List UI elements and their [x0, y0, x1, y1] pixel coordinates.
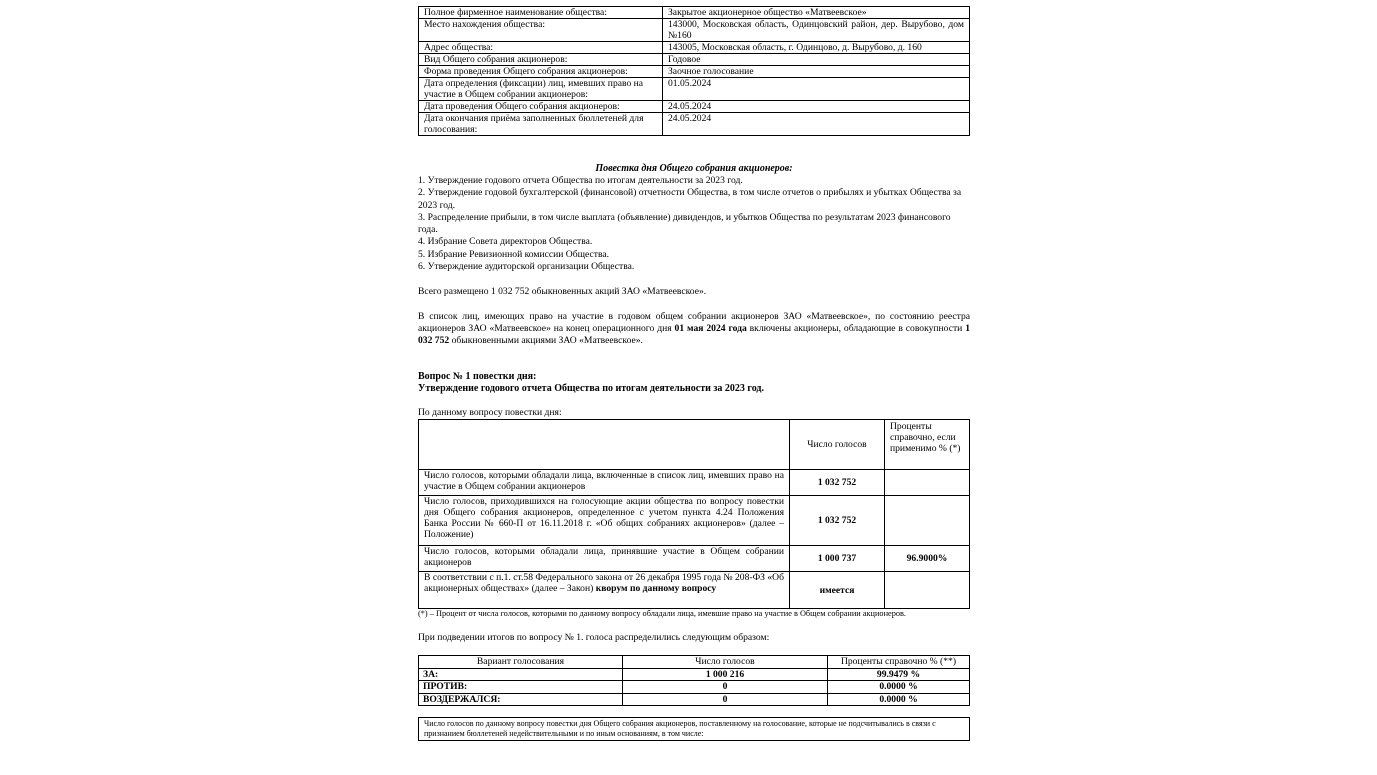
info-label: Дата определения (фиксации) лиц, имевших право на участие в Общем собрании акционеров:	[419, 78, 663, 101]
participants-text: В список лиц, имеющих право на участие в годовом общем собрании акционеров ЗАО «Матвеевское», по состоянию реестра акционеров ЗАО «Матвеевское» на конец операционного дня	[418, 311, 970, 335]
table-row	[419, 681, 970, 694]
agenda-list	[418, 175, 970, 273]
info-value: 24.05.2024	[663, 101, 970, 113]
table-row	[419, 66, 970, 78]
table-row	[419, 718, 970, 741]
table-row	[419, 113, 970, 136]
row-votes: 1 000 737	[790, 546, 885, 572]
info-label: Форма проведения Общего собрания акционеров:	[419, 66, 663, 78]
participants-text: включены акционеры, обладающие в совокупности	[746, 323, 966, 335]
table-row	[419, 54, 970, 66]
info-label: Вид Общего собрания акционеров:	[419, 54, 663, 66]
option-percent: 99.9479 %	[828, 668, 970, 681]
row-text: Число голосов, которыми обладали лица, включенные в список лиц, имевших право на участие в Общем собрании акционеров	[419, 470, 790, 496]
agenda-item: 1. Утверждение годового отчета Общества по итогам деятельности за 2023 год.	[418, 175, 743, 186]
info-label: Адрес общества:	[419, 42, 663, 54]
info-value: 24.05.2024	[663, 113, 970, 136]
row-percent	[885, 572, 970, 609]
header-empty-cell	[419, 420, 790, 470]
results-table	[418, 655, 970, 706]
header-votes: Число голосов	[623, 656, 828, 669]
option-label: ПРОТИВ:	[419, 681, 623, 694]
row-text: Число голосов, приходившихся на голосующие акции общества по вопросу повестки дня Общего собрания акционеров, определенное с учетом пункта 4.24 Положения Банка России № 660-П от 16.11.2018 г. «Об общих собраниях акционеров» (далее – Положение)	[419, 496, 790, 546]
header-votes: Число голосов	[790, 420, 885, 470]
quorum-text: В соответствии с п.1. ст.58 Федерального закона от 26 декабря 1995 года № 208-ФЗ «Об акционерных обществах» (далее – Закон)	[424, 572, 784, 595]
agenda-item: 6. Утверждение аудиторской организации Общества.	[418, 261, 635, 273]
agenda-title: Повестка дня Общего собрания акционеров:	[595, 163, 793, 174]
table-row	[419, 470, 970, 496]
row-percent: 96.9000%	[885, 546, 970, 572]
info-label: Дата проведения Общего собрания акционеров:	[419, 101, 663, 113]
table-row	[419, 78, 970, 101]
company-info-table	[418, 6, 970, 136]
table-row	[419, 42, 970, 54]
table-row	[419, 7, 970, 19]
table-row	[419, 546, 970, 572]
agenda-item: 3. Распределение прибыли, в том числе выплата (объявление) дивидендов, и убытков Общества по результатам 2023 финансового года.	[418, 211, 951, 236]
option-votes: 0	[623, 681, 828, 694]
quorum-text-bold: кворум по данному вопросу	[595, 583, 717, 595]
option-percent: 0.0000 %	[828, 693, 970, 706]
info-value: Годовое	[663, 54, 970, 66]
document-page	[418, 6, 970, 741]
table-header-row	[419, 420, 970, 470]
agenda-item: 2. Утверждение годовой бухгалтерской (финансовой) отчетности Общества, в том числе отчетов о прибылях и убытках Общества за 2023 год.	[418, 187, 962, 211]
header-percent: Проценты справочно, если применимо % (*)	[885, 420, 970, 470]
info-value: 01.05.2024	[663, 78, 970, 101]
row-votes: имеется	[790, 572, 885, 609]
option-label: ВОЗДЕРЖАЛСЯ:	[419, 693, 623, 706]
info-value: 143005, Московская область, г. Одинцово, д. Вырубово, д. 160	[663, 42, 970, 54]
info-value: 143000, Московская область, Одинцовский район, дер. Вырубово, дом №160	[663, 19, 970, 42]
agenda-item: 4. Избрание Совета директоров Общества.	[418, 236, 593, 248]
participants-text: обыкновенными акциями ЗАО «Матвеевское».	[449, 335, 643, 347]
shares-total-text: Всего размещено 1 032 752 обыкновенных акций ЗАО «Матвеевское».	[418, 286, 707, 298]
row-votes: 1 032 752	[790, 470, 885, 496]
record-date: 01 мая 2024 года	[674, 323, 747, 335]
results-intro: При подведении итогов по вопросу № 1. голоса распределились следующим образом:	[418, 632, 770, 644]
header-option: Вариант голосования	[419, 656, 623, 669]
row-percent	[885, 496, 970, 546]
info-label: Дата окончания приёма заполненных бюллетеней для голосования:	[419, 113, 663, 136]
shares-count: 1 032 752	[418, 323, 970, 347]
row-percent	[885, 470, 970, 496]
question-number: Вопрос № 1 повестки дня:	[418, 371, 537, 383]
option-label: ЗА:	[419, 668, 623, 681]
row-votes: 1 032 752	[790, 496, 885, 546]
invalid-ballots-note: Число голосов по данному вопросу повестки дня Общего собрания акционеров, поставленному на голосование, которые не подсчитывались в связи с признанием бюллетеней недействительными и по иным основаниям, в том числе:	[419, 718, 970, 741]
table-row	[419, 668, 970, 681]
quorum-table	[418, 419, 970, 609]
option-votes: 0	[623, 693, 828, 706]
footnote: (*) – Процент от числа голосов, которыми по данному вопросу обладали лица, имевшие право на участие в Общем собрании акционеров.	[418, 609, 906, 619]
table-row	[419, 693, 970, 706]
table-header-row	[419, 656, 970, 669]
info-value: Заочное голосование	[663, 66, 970, 78]
option-percent: 0.0000 %	[828, 681, 970, 694]
info-label: Место нахождения общества:	[419, 19, 663, 42]
participants-paragraph	[418, 311, 970, 347]
table-row	[419, 101, 970, 113]
invalid-ballots-table	[418, 717, 970, 741]
info-label: Полное фирменное наименование общества:	[419, 7, 663, 19]
question-title: Утверждение годового отчета Общества по итогам деятельности за 2023 год.	[418, 383, 764, 395]
table-row	[419, 496, 970, 546]
row-text: Число голосов, которыми обладали лица, принявшие участие в Общем собрании акционеров	[419, 546, 790, 572]
table-row	[419, 572, 970, 609]
header-percent: Проценты справочно % (**)	[828, 656, 970, 669]
question-intro: По данному вопросу повестки дня:	[418, 407, 562, 419]
option-votes: 1 000 216	[623, 668, 828, 681]
info-value: Закрытое акционерное общество «Матвеевское»	[663, 7, 970, 19]
row-text	[419, 572, 790, 609]
agenda-item: 5. Избрание Ревизионной комиссии Общества.	[418, 248, 610, 260]
table-row	[419, 19, 970, 42]
